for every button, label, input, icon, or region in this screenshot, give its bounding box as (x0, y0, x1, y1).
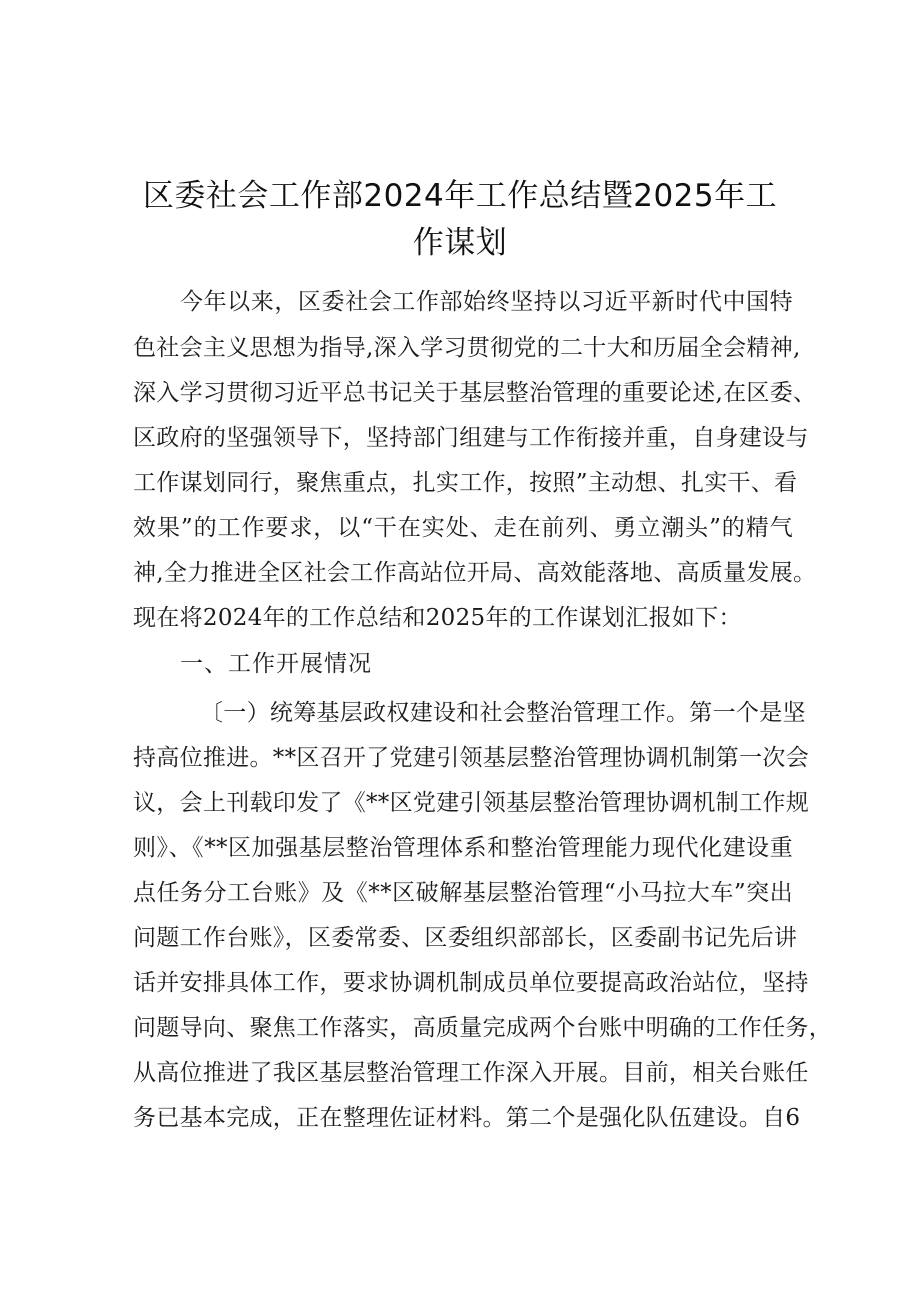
section-line: 议，会上刊载印发了《**区党建引领基层整治管理协调机制工作规 (133, 790, 809, 816)
section-line: 务已基本完成，正在整理佐证材料。第二个是强化队伍建设。自6 (133, 1105, 801, 1131)
intro-line: 今年以来，区委社会工作部始终坚持以习近平新时代中国特 (180, 289, 793, 315)
intro-line: 区政府的坚强领导下，坚持部门组建与工作衔接并重，自身建设与 (133, 425, 809, 451)
section-line: 问题导向、聚焦工作落实，高质量完成两个台账中明确的工作任务， (133, 1015, 832, 1041)
intro-line: 深入学习贯彻习近平总书记关于基层整治管理的重要论述,在区委、 (133, 380, 817, 406)
section-line: 问题工作台账》，区委常委、区委组织部部长，区委副书记先后讲 (133, 925, 798, 951)
intro-line: 工作谋划同行，聚焦重点，扎实工作，按照”主动想、扎实干、看 (133, 470, 798, 496)
section-line: 〔一）统筹基层政权建设和社会整治管理工作。第一个是坚 (200, 700, 806, 726)
section-heading: 一、工作开展情况 (180, 651, 372, 677)
section-line: 从高位推进了我区基层整治管理工作深入开展。目前，相关台账任 (133, 1060, 809, 1086)
section-line: 点任务分工台账》及《**区破解基层整治管理“小马拉大车”突出 (133, 880, 793, 906)
document-title-line-2: 作谋划 (412, 225, 508, 261)
section-line: 则》、《**区加强基层整治管理体系和整治管理能力现代化建设重 (133, 835, 793, 861)
intro-line: 效果”的工作要求，以“干在实处、走在前列、勇立潮头”的精气 (133, 515, 793, 541)
intro-line: 神,全力推进全区社会工作高站位开局、高效能落地、高质量发展。 (133, 560, 817, 586)
section-line: 话并安排具体工作，要求协调机制成员单位要提高政治站位，坚持 (133, 970, 809, 996)
intro-line: 现在将2024年的工作总结和2025年的工作谋划汇报如下： (133, 605, 742, 631)
document-title-line-1: 区委社会工作部2024年工作总结暨2025年工 (142, 178, 778, 214)
intro-line: 色社会主义思想为指导,深入学习贯彻党的二十大和历届全会精神, (133, 335, 801, 361)
section-line: 持高位推进。**区召开了党建引领基层整治管理协调机制第一次会 (133, 745, 809, 771)
